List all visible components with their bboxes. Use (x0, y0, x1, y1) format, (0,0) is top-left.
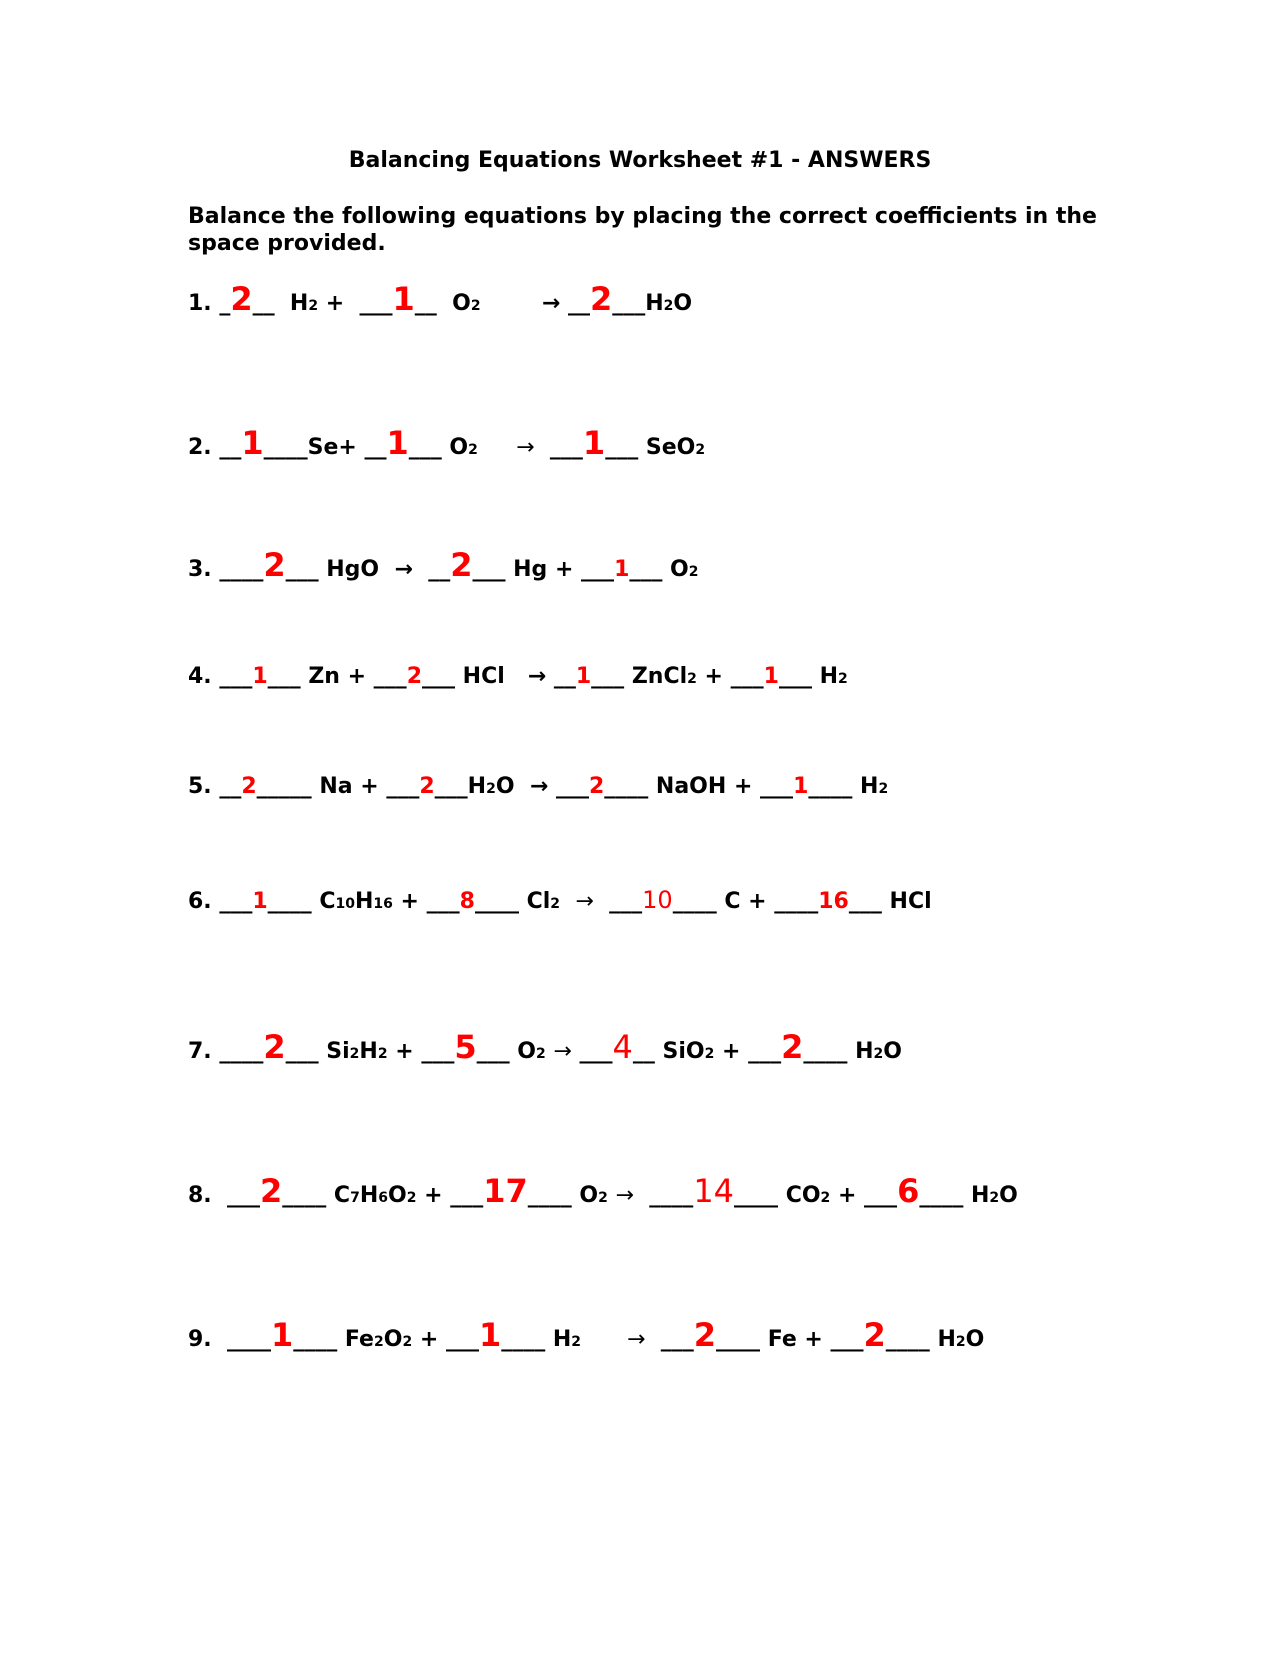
answer-coefficient: 1 (271, 1316, 294, 1354)
instructions: Balance the following equations by placing the correct coefficients in the space provided. (188, 204, 1097, 256)
answer-coefficient: 1 (478, 1316, 502, 1354)
answer-coefficient: 2 (863, 1316, 886, 1354)
answer-coefficient: 2 (419, 774, 435, 799)
answer-coefficient: 2 (263, 546, 286, 584)
answer-coefficient: 2 (588, 774, 605, 799)
equation-3: 3. ____ 2 ___ HgO → __ 2 ___ Hg + ___ 1 ___ O2 (188, 546, 699, 584)
answer-coefficient: 2 (693, 1316, 717, 1354)
equation-number: 1. (188, 291, 212, 316)
answer-coefficient: 1 (252, 664, 268, 689)
equation-7: 7. ____ 2 ___ Si2H2 + ___ 5 ___ O2 → ___ 4 __ SiO2 + ___ 2 ____ H2O (188, 1028, 902, 1066)
arrow-icon: → (541, 291, 561, 316)
equation-number: 4. (188, 664, 212, 689)
answer-coefficient: 1 (793, 774, 809, 799)
answer-coefficient: 2 (589, 280, 613, 318)
answer-coefficient: 2 (230, 280, 253, 318)
equation-9: 9. ____ 1 ____ Fe2O2 + ___ 1 ____ H2 → ___ 2 ____ Fe + ___ 2 ____ H2O (188, 1316, 985, 1354)
answer-coefficient: 2 (781, 1028, 804, 1066)
equation-number: 8. (188, 1183, 212, 1208)
answer-coefficient: 2 (241, 774, 257, 799)
arrow-icon: → (575, 889, 594, 914)
answer-coefficient: 1 (582, 424, 606, 462)
answer-coefficient: 1 (614, 557, 630, 582)
equation-8: 8. ___ 2 ____ C7H6O2 + ___ 17 ____ O2 → ____ 14 ____ CO2 + ___ 6 ____ H2O (188, 1172, 1018, 1210)
equation-number: 9. (188, 1327, 212, 1352)
answer-coefficient: 1 (392, 280, 415, 318)
arrow-icon: → (394, 557, 413, 582)
equation-number: 6. (188, 889, 212, 914)
equation-2: 2. __ 1 ____Se+ __ 1 ___ O2 → ___ 1 ___ SeO2 (188, 424, 706, 462)
equation-4: 4. ___ 1 ___ Zn + ___ 2 ___ HCl → __ 1 ___ ZnCl2 + ___ 1 ___ H2 (188, 664, 848, 689)
arrow-icon: → (615, 1183, 634, 1208)
worksheet-title: Balancing Equations Worksheet #1 - ANSWERS (348, 148, 932, 173)
arrow-icon: → (527, 664, 547, 689)
answer-coefficient: 5 (454, 1028, 477, 1066)
answer-coefficient: 2 (450, 546, 473, 584)
answer-coefficient: 2 (406, 664, 422, 689)
arrow-icon: → (553, 1039, 572, 1064)
arrow-icon: → (516, 435, 535, 460)
answer-coefficient: 16 (818, 889, 849, 914)
answer-coefficient: 8 (459, 889, 475, 914)
equation-number: 3. (188, 557, 212, 582)
answer-coefficient: 1 (252, 889, 268, 914)
answer-coefficient: 2 (263, 1028, 286, 1066)
answer-coefficient: 1 (763, 664, 779, 689)
answer-coefficient: 6 (897, 1172, 920, 1210)
arrow-icon: → (627, 1327, 646, 1352)
equation-number: 5. (188, 774, 212, 799)
equation-1: 1. _ 2 __ H2 + ___ 1 __ O2 → __ 2 ___H2O (188, 280, 693, 318)
answer-coefficient: 14 (693, 1172, 735, 1210)
equation-6: 6. ___ 1 ____ C10H16 + ___ 8 ____ Cl2 → ___ 10 ____ C + ____ 16 ___ HCl (188, 886, 932, 914)
answer-coefficient: 4 (612, 1028, 633, 1066)
answer-coefficient: 1 (575, 664, 592, 689)
answer-coefficient: 17 (483, 1172, 528, 1210)
equation-number: 2. (188, 435, 212, 460)
arrow-icon: → (529, 774, 549, 799)
answer-coefficient: 2 (260, 1172, 283, 1210)
equation-5: 5. __ 2 _____ Na + ___ 2 ___H2O → ___ 2 ____ NaOH + ___ 1 ____ H2 (188, 774, 889, 799)
answer-coefficient: 1 (386, 424, 409, 462)
answer-coefficient: 1 (241, 424, 264, 462)
equation-number: 7. (188, 1039, 212, 1064)
answer-coefficient: 10 (642, 886, 673, 914)
